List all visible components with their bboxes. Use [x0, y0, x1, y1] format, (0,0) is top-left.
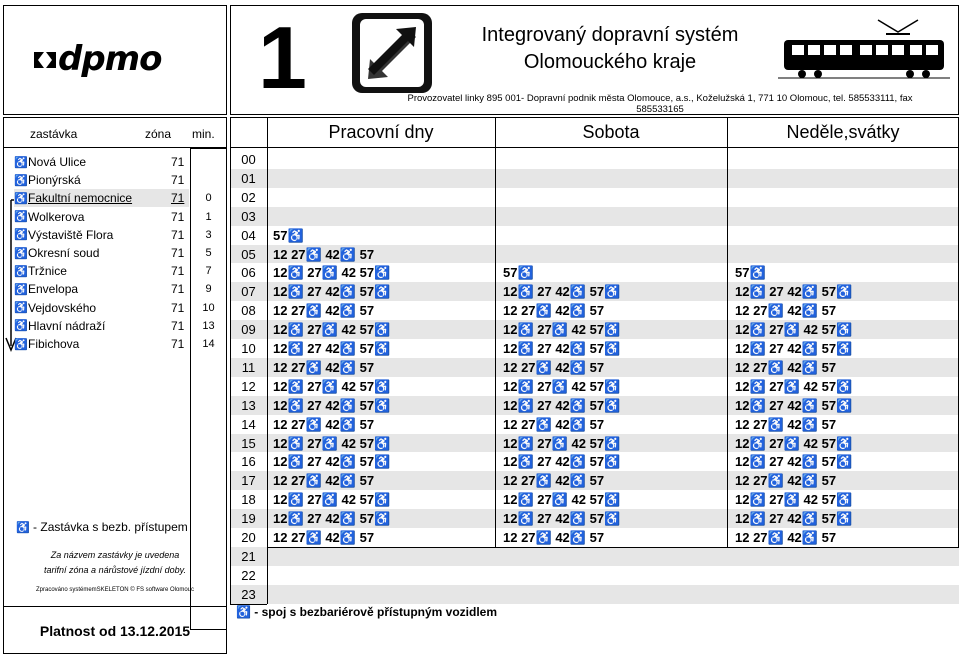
saturday-departures: 12♿ 27♿ 42 57♿ [503, 435, 621, 451]
timetable-row [230, 471, 959, 490]
hour: 05 [241, 246, 256, 262]
hour: 02 [241, 189, 256, 205]
timetable-row [230, 169, 959, 188]
sunday-departures: 12 27♿ 42♿ 57 [735, 530, 837, 545]
workday-departures: 12♿ 27♿ 42 57♿ [273, 435, 391, 451]
zone-note-line-2: tarifní zóna a nárůstové jízdní doby. [44, 565, 186, 575]
grid-line [267, 117, 268, 604]
hour: 04 [241, 227, 256, 243]
tram-icon [778, 18, 950, 82]
timetable-row [230, 566, 959, 585]
zone-note [6, 548, 224, 578]
timetable-row [230, 188, 959, 207]
timetable-row [230, 452, 959, 471]
workday-departures: 12♿ 27♿ 42 57♿ [273, 492, 391, 508]
sunday-departures: 12♿ 27 42♿ 57♿ [735, 397, 853, 413]
timetable-row [230, 282, 959, 301]
saturday-departures: 12 27♿ 42♿ 57 [503, 473, 605, 489]
grid-line [267, 547, 959, 548]
title-line-2: Olomouckého kraje [523, 51, 697, 73]
sunday-departures: 12 27♿ 42♿ 57 [735, 359, 837, 375]
stop-zone: 71 [171, 227, 185, 242]
zone-note-line-1: Za názvem zastávky je uvedena [50, 550, 180, 560]
timetable-row [230, 585, 959, 604]
workday-departures: 12♿ 27 42♿ 57♿ [273, 284, 391, 300]
column-header-saturday: Sobota [582, 122, 640, 142]
hour: 23 [241, 586, 256, 602]
timetable-row [230, 528, 959, 547]
sunday-departures: 57♿ [735, 265, 766, 281]
wheelchair-icon: ♿ [14, 302, 28, 315]
direction-arrows-icon [350, 11, 434, 95]
workday-departures: 12♿ 27♿ 42 57♿ [273, 265, 391, 281]
dpmo-logo [4, 6, 226, 114]
wheelchair-icon: ♿ [14, 174, 28, 187]
hour: 13 [241, 397, 256, 413]
hour: 16 [241, 454, 256, 470]
wheelchair-icon: ♿ [14, 156, 28, 169]
timetable-row [230, 415, 959, 434]
stop-name: Tržnice [28, 264, 67, 279]
stop-zone: 71 [171, 191, 185, 206]
stop-zone: 71 [171, 246, 185, 260]
stop-minutes: 7 [205, 265, 212, 278]
wheelchair-icon: ♿ [14, 192, 28, 205]
workday-departures: 12 27♿ 42♿ 57 [273, 416, 375, 432]
wheelchair-icon: ♿ [16, 522, 30, 534]
stop-minutes: 0 [205, 192, 212, 205]
stop-row [14, 189, 189, 207]
saturday-departures: 12 27♿ 42♿ 57 [503, 303, 605, 319]
stop-minutes: 10 [202, 301, 215, 314]
provider-info: Provozovatel linky 895 001- Dopravní podnik města Olomouce, a.s., Koželužská 1, 771 10 Olomouc, tel. 585533111, fax 585533165 [407, 93, 913, 115]
timetable-row [230, 301, 959, 320]
hour: 14 [241, 416, 256, 432]
workday-departures: 12 27♿ 42♿ 57 [273, 473, 375, 489]
saturday-departures: 12♿ 27 42♿ 57♿ [503, 284, 621, 300]
processed-by: Zpracováno systémemSKELETON © FS software Olomouc [35, 587, 195, 593]
sunday-departures: 12♿ 27♿ 42 57♿ [735, 322, 853, 338]
stop-name: Pionýrská [28, 173, 81, 188]
stop-row [14, 262, 189, 280]
stop-row [14, 171, 189, 189]
saturday-departures: 12♿ 27 42♿ 57♿ [503, 397, 621, 413]
sunday-departures: 12 27♿ 42♿ 57 [735, 303, 837, 319]
hour: 21 [241, 548, 256, 564]
stop-name: Nová Ulice [28, 155, 87, 169]
saturday-departures: 12 27♿ 42♿ 57 [503, 359, 605, 375]
workday-departures: 12 27♿ 42♿ 57 [273, 359, 375, 375]
wheelchair-icon: ♿ [14, 211, 28, 224]
workday-departures: 12♿ 27 42♿ 57♿ [273, 341, 391, 356]
saturday-departures: 12♿ 27♿ 42 57♿ [503, 322, 621, 338]
stop-minutes: 1 [205, 210, 212, 223]
saturday-departures: 12 27♿ 42♿ 57 [503, 530, 605, 545]
column-header-stop: zastávka [30, 127, 78, 141]
workday-departures: 12♿ 27 42♿ 57♿ [273, 511, 391, 527]
timetable-row [230, 509, 959, 528]
timetable-row [230, 377, 959, 396]
stop-name: Envelopa [28, 282, 79, 297]
workday-departures: 12 27♿ 42♿ 57 [273, 303, 375, 319]
timetable-row [230, 547, 959, 566]
wheelchair-icon: ♿ [14, 229, 28, 242]
sunday-departures: 12♿ 27♿ 42 57♿ [735, 378, 853, 394]
timetable-row [230, 358, 959, 377]
workday-departures: 57♿ [273, 227, 304, 243]
stop-zone: 71 [171, 155, 185, 169]
timetable-row [230, 226, 959, 245]
timetable-row [230, 150, 959, 169]
hour: 17 [241, 473, 256, 489]
stop-minutes: 14 [202, 338, 215, 350]
stop-zone: 71 [171, 282, 185, 297]
sunday-departures: 12♿ 27 42♿ 57♿ [735, 341, 853, 356]
stop-name: Vejdovského [28, 300, 97, 315]
sunday-departures: 12 27♿ 42♿ 57 [735, 473, 837, 489]
sunday-departures: 12♿ 27 42♿ 57♿ [735, 511, 853, 527]
wheelchair-icon: ♿ [14, 338, 28, 351]
hour: 03 [241, 208, 256, 224]
timetable-row [230, 396, 959, 415]
sunday-departures: 12♿ 27♿ 42 57♿ [735, 435, 853, 451]
saturday-departures: 12♿ 27 42♿ 57♿ [503, 511, 621, 527]
sunday-departures: 12♿ 27♿ 42 57♿ [735, 492, 853, 508]
workday-departures: 12 27♿ 42♿ 57 [273, 246, 375, 262]
wheelchair-icon: ♿ [14, 283, 28, 296]
wheelchair-icon: ♿ [14, 320, 28, 333]
hour: 01 [241, 170, 256, 186]
hour: 18 [241, 492, 256, 508]
saturday-departures: 12♿ 27 42♿ 57♿ [503, 341, 621, 356]
wheelchair-icon: ♿ [14, 265, 28, 278]
stop-zone: 71 [171, 337, 185, 351]
saturday-departures: 12♿ 27 42♿ 57♿ [503, 454, 621, 470]
stop-zone: 71 [171, 300, 185, 315]
saturday-departures: 57♿ [503, 265, 534, 281]
title-line-1: Integrovaný dopravní systém [481, 24, 739, 46]
column-header-workdays: Pracovní dny [328, 122, 434, 142]
timetable-row [230, 490, 959, 509]
timetable-row [230, 263, 959, 282]
hour: 06 [241, 265, 256, 281]
column-header-minutes: min. [192, 127, 215, 141]
hour: 15 [241, 435, 256, 451]
hour: 12 [241, 378, 256, 394]
stop-zone: 71 [171, 209, 185, 224]
stop-name: Hlavní nádraží [28, 318, 106, 333]
line-number: 1 [258, 8, 307, 107]
hour: 11 [241, 359, 256, 375]
stop-zone: 71 [171, 318, 185, 333]
workday-departures: 12♿ 27♿ 42 57♿ [273, 378, 391, 394]
saturday-departures: 12♿ 27♿ 42 57♿ [503, 378, 621, 394]
stop-row [14, 208, 189, 226]
hour: 20 [241, 530, 256, 545]
hour: 10 [241, 341, 256, 356]
timetable-row [230, 434, 959, 453]
stop-minutes: 13 [202, 319, 215, 332]
access-legend [16, 520, 188, 534]
stop-row [14, 153, 189, 171]
hour: 00 [241, 152, 256, 167]
stop-row [14, 244, 189, 262]
stop-minutes: 3 [205, 228, 212, 241]
stop-name: Okresní soud [28, 246, 100, 260]
logo-box [3, 5, 227, 115]
stop-name: Fibichova [28, 337, 80, 351]
timetable-row [230, 245, 959, 264]
hour: 19 [241, 511, 256, 527]
sunday-departures: 12♿ 27 42♿ 57♿ [735, 454, 853, 470]
workday-departures: 12♿ 27 42♿ 57♿ [273, 397, 391, 413]
saturday-departures: 12♿ 27♿ 42 57♿ [503, 492, 621, 508]
timetable-row [230, 207, 959, 226]
workday-departures: 12♿ 27 42♿ 57♿ [273, 454, 391, 470]
hour: 07 [241, 284, 256, 300]
stop-minutes: 5 [205, 247, 212, 259]
stop-name: Výstaviště Flora [28, 227, 114, 242]
grid-line [727, 117, 728, 547]
stop-row [14, 335, 189, 353]
vehicle-legend: ♿ - spoj s bezbariérově přístupným vozidlem [236, 605, 497, 619]
stop-row [14, 317, 189, 335]
hour: 08 [241, 303, 256, 319]
column-header-zone: zóna [145, 127, 172, 141]
column-header-sunday: Neděle,svátky [786, 122, 900, 142]
stop-row [14, 299, 189, 317]
wheelchair-icon: ♿ [14, 247, 28, 260]
logo-text: dpmo [58, 39, 162, 79]
workday-departures: 12♿ 27♿ 42 57♿ [273, 322, 391, 338]
hour: 09 [241, 322, 256, 338]
sunday-departures: 12♿ 27 42♿ 57♿ [735, 284, 853, 300]
saturday-departures: 12 27♿ 42♿ 57 [503, 416, 605, 432]
access-legend-text: - Zastávka s bezb. přístupem [33, 520, 188, 534]
stop-name: Wolkerova [28, 209, 85, 224]
stop-row [14, 280, 189, 298]
workday-departures: 12 27♿ 42♿ 57 [273, 530, 375, 545]
grid-line [495, 117, 496, 547]
hour: 22 [241, 567, 256, 583]
timetable-row [230, 339, 959, 358]
grid-line [230, 148, 231, 604]
stop-name: Fakultní nemocnice [28, 191, 133, 206]
sunday-departures: 12 27♿ 42♿ 57 [735, 416, 837, 432]
stop-row [14, 226, 189, 244]
stop-zone: 71 [171, 173, 185, 188]
timetable-row [230, 320, 959, 339]
stop-minutes: 9 [205, 283, 212, 296]
stop-zone: 71 [171, 264, 185, 279]
validity-date: Platnost od 13.12.2015 [3, 606, 227, 654]
